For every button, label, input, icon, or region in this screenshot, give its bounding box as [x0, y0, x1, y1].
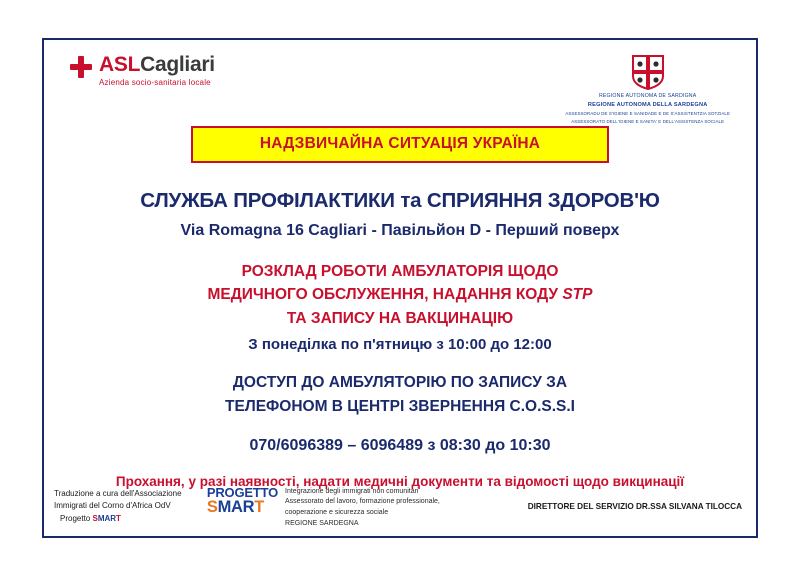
poster-content — [44, 40, 756, 536]
project-logo-s: S — [206, 498, 218, 517]
project-description — [285, 486, 440, 530]
project-description-line4: REGIONE SARDEGNA — [285, 520, 359, 528]
credit-progetto-word: Progetto — [60, 514, 93, 524]
red-cross-icon — [70, 56, 92, 78]
translation-credit-line3 — [54, 513, 207, 526]
asl-logo-name-bold: ASL — [99, 53, 141, 76]
poster-header — [64, 53, 736, 125]
project-description-line2: Assessorato del lavoro, formazione professionale, — [285, 498, 440, 506]
emergency-banner — [191, 126, 609, 163]
project-description-line3: cooperazione e sicurezza sociale — [285, 509, 389, 517]
access-info — [64, 371, 736, 419]
service-address: Via Romagna 16 Cagliari - Павільйон D - Перший поверх — [180, 222, 620, 239]
project-logo-progetto: PROGETTO — [206, 484, 279, 500]
access-line-1: ДОСТУП ДО АМБУЛЯТОРІЮ ПО ЗАПИСУ ЗА — [232, 373, 568, 391]
asl-logo-name-rest: Cagliari — [140, 53, 215, 76]
translation-credit-line2: Immigrati del Corno d'Africa OdV — [54, 501, 171, 511]
region-logo-line1: REGIONE AUTONOMA DE SARDIGNA — [598, 93, 697, 99]
schedule-line-3: ТА ЗАПИСУ НА ВАКЦИНАЦІЮ — [286, 309, 514, 327]
poster-frame — [42, 38, 758, 538]
region-logo-line4: ASSESSORATO DELL'IGIENE E SANITA' E DELL'ASSISTENZA SOCIALE — [571, 119, 725, 125]
opening-hours: З понеділка по п'ятницю з 10:00 до 12:00 — [248, 335, 552, 353]
translation-credit-line1: Traduzione a cura dell'Associazione — [54, 488, 182, 498]
translation-credit — [54, 484, 207, 526]
asl-logo-name — [99, 54, 215, 75]
region-logo-line3: ASSESSORADU DE S'IGIENE E SANIDADE E DE S'ASSISTENTZIA SOTZIALE — [565, 110, 730, 116]
sardinia-shield-icon — [631, 54, 665, 90]
credit-s: S — [92, 514, 98, 524]
poster-footer — [44, 484, 756, 530]
schedule-line-1: РОЗКЛАД РОБОТИ АМБУЛАТОРІЯ ЩОДО — [241, 263, 559, 280]
schedule-line-2 — [64, 283, 736, 306]
schedule-heading — [64, 260, 736, 330]
poster-body — [64, 189, 736, 489]
access-line-2: ТЕЛЕФОНОМ В ЦЕНТРІ ЗВЕРНЕННЯ C.O.S.S.I — [225, 397, 575, 415]
credit-t: T — [116, 514, 121, 524]
project-smart-logo-block — [207, 484, 522, 530]
stp-code: STP — [562, 286, 593, 304]
documents-note: Прохання, у разі наявності, надати медичні документи та відомості щодо викцинації — [115, 473, 685, 489]
region-logo — [565, 54, 736, 126]
project-description-line1: Integrazione degli immigrati non comunitari — [285, 487, 419, 495]
region-logo-line2: REGIONE AUTONOMA DELLA SARDEGNA — [587, 101, 708, 108]
phone-numbers: 070/6096389 – 6096489 з 08:30 до 10:30 — [249, 436, 551, 454]
project-logo-mar: MAR — [217, 498, 255, 517]
asl-logo — [64, 54, 215, 87]
asl-logo-text — [99, 54, 215, 87]
asl-logo-subtitle: Azienda socio-sanitaria locale — [99, 78, 211, 87]
project-smart-logo — [207, 486, 278, 517]
project-logo-t: T — [254, 498, 265, 517]
project-logo-smart — [207, 499, 278, 516]
schedule-line-2-text: МЕДИЧНОГО ОБСЛУЖЕННЯ, НАДАННЯ КОДУ — [207, 286, 559, 304]
service-title: СЛУЖБА ПРОФІЛАКТИКИ та СПРИЯННЯ ЗДОРОВ'Ю — [140, 189, 660, 212]
director-signature: DIRETTORE DEL SERVIZIO DR.SSA SILVANA TILOCCA — [527, 501, 742, 511]
emergency-banner-text: НАДЗВИЧАЙНА СИТУАЦІЯ УКРАЇНА — [259, 135, 541, 152]
credit-mar: MAR — [97, 514, 117, 524]
